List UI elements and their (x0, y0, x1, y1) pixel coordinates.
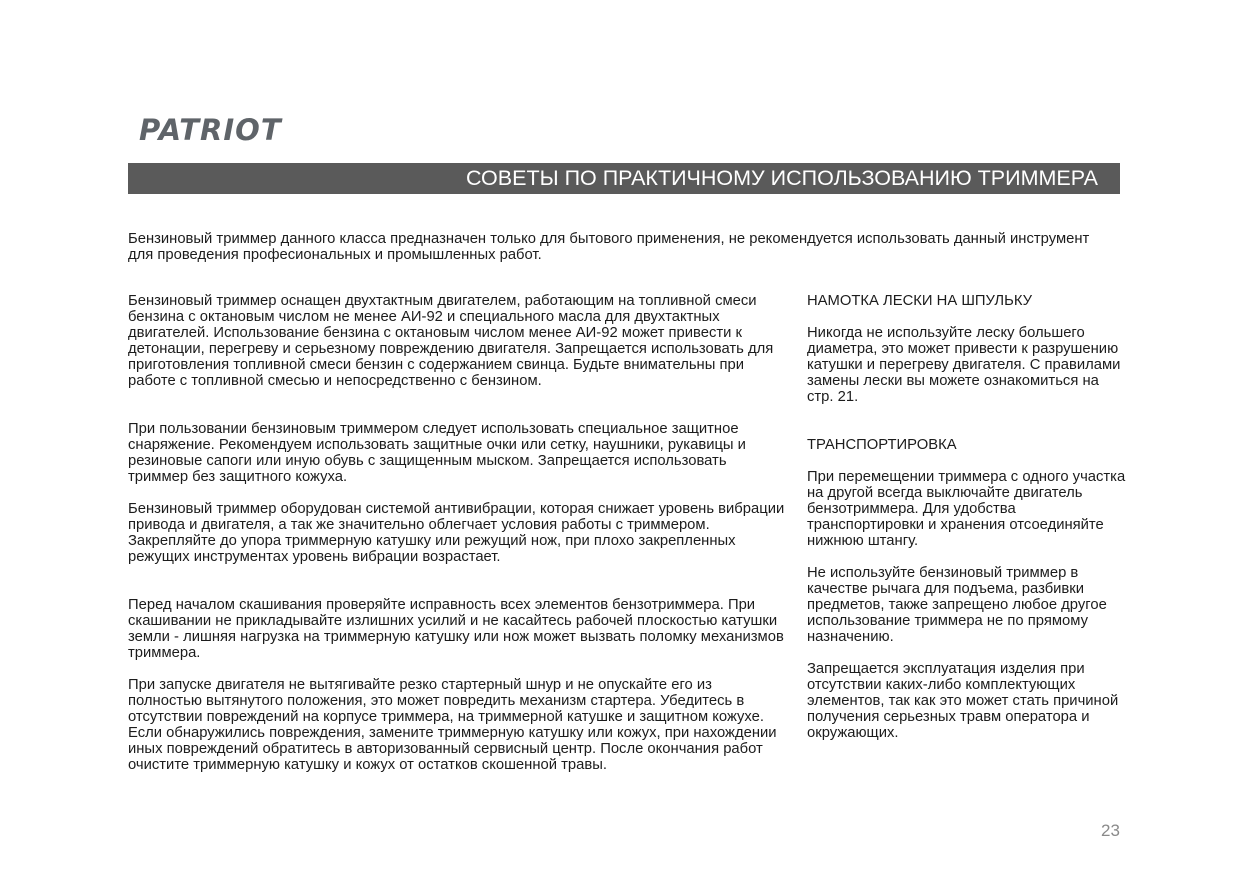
heading-transportation: ТРАНСПОРТИРОВКА (807, 437, 957, 453)
heading-line-winding: НАМОТКА ЛЕСКИ НА ШПУЛЬКУ (807, 293, 1033, 309)
paragraph-before-mowing: Перед началом скашивания проверяйте исправность всех элементов бензотриммера. При скашивании не прикладывайте излишних усилий и не касайтесь рабочей плоскостью катушки земли - лишняя нагрузка на триммерную катушку или нож может вызвать поломку механизмов триммера. (128, 597, 784, 661)
paragraph-incomplete: Запрещается эксплуатация изделия при отсутствии каких-либо комплектующих элементов, так как это может стать причиной получения серьезных травм оператора и окружающих. (807, 661, 1119, 741)
page-number: 23 (1101, 821, 1120, 840)
section-title-bar (128, 163, 1120, 194)
paragraph-misuse: Не используйте бензиновый триммер в качестве рычага для подъема, разбивки предметов, также запрещено любое другое использование триммера не по прямому назначению. (807, 565, 1107, 645)
page-title: СОВЕТЫ ПО ПРАКТИЧНОМУ ИСПОЛЬЗОВАНИЮ ТРИММЕРА (465, 166, 1098, 190)
paragraph-protective-gear: При пользовании бензиновым триммером следует использовать специальное защитное снаряжение. Рекомендуем использовать защитные очки или сетку, наушники, рукавицы и резиновые сапоги или иную обувь с защищенным мыском. Запрещается использовать триммер без защитного кожуха. (128, 421, 746, 485)
paragraph-engine-start: При запуске двигателя не вытягивайте резко стартерный шнур и не опускайте его из полностью вытянутого положения, это может повредить механизм стартера. Убедитесь в отсутствии повреждений на корпусе триммера, на триммерной катушке и защитном кожухе. Если обнаружились повреждения, замените триммерную катушку или кожух, при нахождении иных повреждений обратитесь в авторизованный сервисный центр. После окончания работ очистите триммерную катушку и кожух от остатков скошенной травы. (128, 677, 777, 773)
paragraph-transport: При перемещении триммера с одного участка на другой всегда выключайте двигатель бензотриммера. Для удобства транспортировки и хранения отсоединяйте нижнюю штангу. (807, 469, 1126, 549)
paragraph-fuel: Бензиновый триммер оснащен двухтактным двигателем, работающим на топливной смеси бензина с октановым числом не менее АИ-92 и специального масла для двухтактных двигателей. Использование бензина с октановым числом менее АИ-92 может привести к детонации, перегреву и серьезному повреждению двигателя. Запрещается использовать для приготовления топливной смеси бензин с содержанием свинца. Будьте внимательны при работе с топливной смесью и непосредственно с бензином. (128, 293, 774, 389)
paragraph-line-diameter: Никогда не используйте леску большего диаметра, это может привести к разрушению катушки и перегреву двигателя. С правилами замены лески вы можете ознакомиться на стр. 21. (807, 325, 1121, 405)
intro-paragraph: Бензиновый триммер данного класса предназначен только для бытового применения, не рекомендуется использовать данный инструмент для проведения професиональных и промышленных работ. (128, 231, 1090, 263)
paragraph-antivibration: Бензиновый триммер оборудован системой антивибрации, которая снижает уровень вибрации привода и двигателя, а так же значительно облегчает условия работы с триммером. Закрепляйте до упора триммерную катушку или режущий нож, при плохо закрепленных режущих инструментах уровень вибрации возрастает. (128, 501, 785, 565)
brand-logo: PATRIOT (139, 113, 282, 147)
